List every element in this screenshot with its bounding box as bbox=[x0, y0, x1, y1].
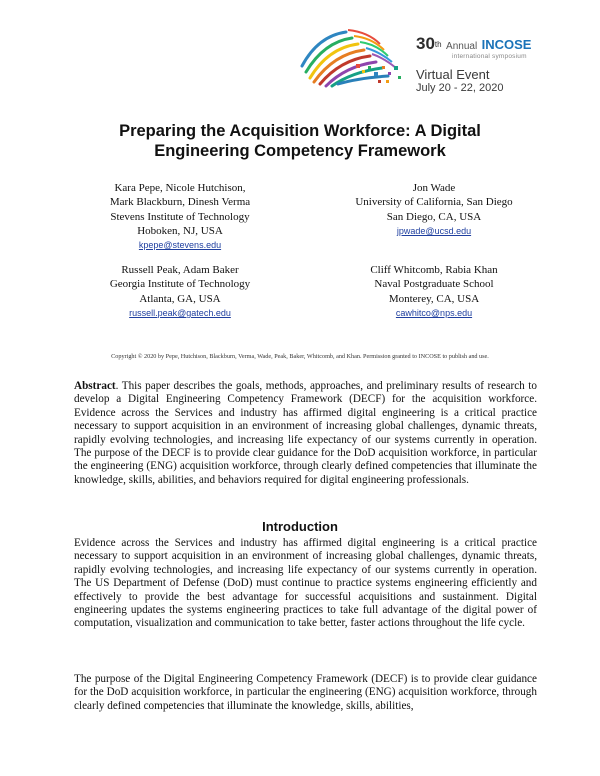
author-email-link[interactable]: cawhitco@nps.edu bbox=[395, 307, 473, 318]
abstract-text: . This paper describes the goals, methods, approaches, and preliminary results of research to develop a Digital Engineering Competency Framework (DECF) for the acquisition workforce. Evidence across the Services and industry has affirmed digital engineering is a critical practice necessary to support acquisition in an environment of increasing global challenges, dynamic threats, rapidly evolving technologies, and increasing life expectancy of our systems currently in operation. The purpose of the DECF is to provide clear guidance for the DoD acquisition workforce, in particular the engineering (ENG) acquisition workforce, through clearly defined competencies that illuminate the knowledge, skills, abilities, and behaviors required for digital engineering professionals. bbox=[74, 380, 537, 486]
author-names: Jon Wade bbox=[412, 182, 456, 194]
author-location: San Diego, CA, USA bbox=[386, 210, 482, 223]
author-block-gatech bbox=[62, 263, 298, 320]
abstract-paragraph bbox=[74, 380, 537, 487]
author-names: Cliff Whitcomb, Rabia Khan bbox=[370, 264, 498, 276]
author-block-stevens bbox=[62, 181, 298, 252]
conference-ordinal: th bbox=[434, 40, 442, 49]
copyright-notice: Copyright © 2020 by Pepe, Hutchison, Blackburn, Verma, Wade, Peak, Baker, Whitcomb, and Khan. Permission granted to INCOSE to publish and use. bbox=[111, 353, 489, 360]
author-institution: University of California, San Diego bbox=[355, 196, 513, 209]
paper-title-line1: Preparing the Acquisition Workforce: A Digital bbox=[119, 122, 481, 140]
introduction-paragraph-2: The purpose of the Digital Engineering Competency Framework (DECF) is to provide clear guidance for the DoD acquisition workforce, in particular the engineering (ENG) acquisition workforce, through clearly defined competencies that illuminate the knowledge, skills, abilities, bbox=[74, 673, 537, 712]
author-block-nps bbox=[316, 263, 552, 320]
conference-number: 30 bbox=[416, 34, 435, 53]
author-location: Hoboken, NJ, USA bbox=[137, 224, 223, 237]
author-institution: Georgia Institute of Technology bbox=[109, 278, 251, 291]
abstract-label: Abstract bbox=[74, 380, 116, 392]
conference-annual: Annual bbox=[446, 41, 478, 52]
author-email-link[interactable]: russell.peak@gatech.edu bbox=[129, 307, 231, 318]
author-email-link[interactable]: jpwade@ucsd.edu bbox=[396, 225, 472, 236]
author-institution: Stevens Institute of Technology bbox=[110, 210, 250, 223]
conference-banner bbox=[416, 36, 591, 95]
conference-symposium: international symposium bbox=[452, 53, 527, 60]
author-names: Kara Pepe, Nicole Hutchison, bbox=[114, 182, 246, 194]
author-email-link[interactable]: kpepe@stevens.edu bbox=[138, 240, 222, 251]
conference-org: INCOSE bbox=[481, 37, 532, 52]
author-names: Mark Blackburn, Dinesh Verma bbox=[109, 196, 251, 209]
introduction-paragraph-1: Evidence across the Services and industry has affirmed digital engineering is a critical practice necessary to support acquisition in an environment of increasing global challenges, dynamic threats, rapidly evolving technologies, and increasing life expectancy of our systems currently in operation. The US Department of Defense (DoD) must continue to practice systems engineering efficiently and effectively to provide the best advantage for successful acquisitions and sustainment. Digital engineering updates the systems engineering practices to take full advantage of the digital power of computation, visualization and communication to take better, faster actions throughout the life cycle. bbox=[74, 537, 537, 630]
conference-virtual: Virtual Event bbox=[416, 67, 490, 82]
section-heading-introduction: Introduction bbox=[262, 519, 338, 534]
author-location: Monterey, CA, USA bbox=[388, 292, 480, 305]
author-names: Russell Peak, Adam Baker bbox=[121, 264, 239, 276]
paper-title bbox=[40, 121, 560, 161]
conference-dates: July 20 - 22, 2020 bbox=[416, 82, 504, 94]
author-block-ucsd bbox=[316, 181, 552, 238]
author-institution: Naval Postgraduate School bbox=[374, 278, 494, 291]
incose-swirl-logo-icon bbox=[298, 26, 408, 88]
author-location: Atlanta, GA, USA bbox=[139, 292, 221, 305]
paper-title-line2: Engineering Competency Framework bbox=[154, 142, 446, 160]
